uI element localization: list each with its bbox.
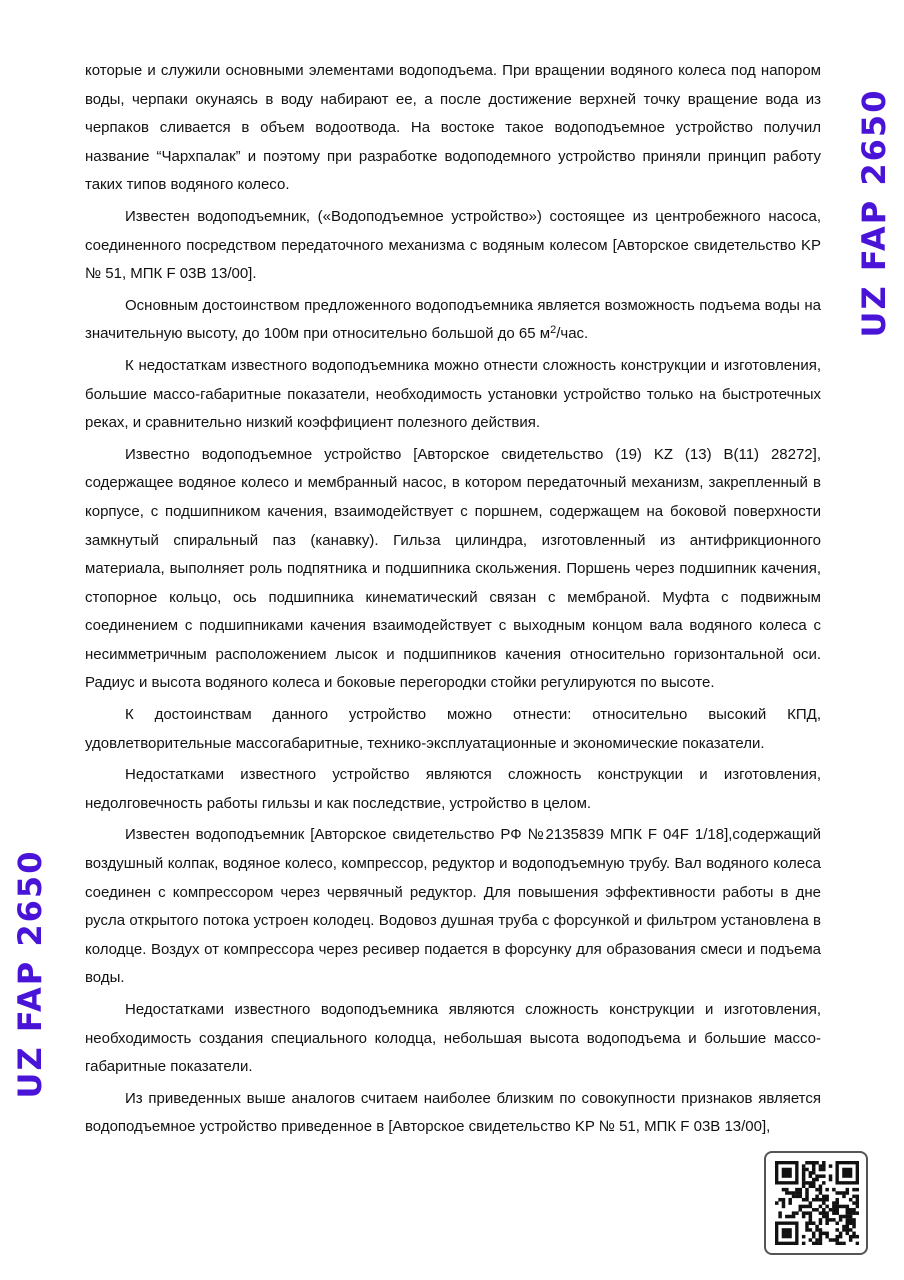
paragraph-1: которые и служили основными элементами водоподъема. При вращении водяного колеса под напором воды, черпаки окунаясь в воду набирают ее, а после достижение верхней точку вращение вода из черпаков сливается в объем водоотвода. На востоке такое водоподъемное устройство получил название “Чархпалак” и поэтому при разработке водоподемного устройство приняли принцип работу таких типов водяного колесо. bbox=[85, 62, 821, 194]
paragraph-5: Известно водоподъемное устройство [Авторское свидетельство (19) KZ (13) B(11) 28272], содержащее водяное колесо и мембранный насос, в котором передаточный механизм, закрепленный в корпусе, с подшипником качения, взаимодействует с поршнем, содержащем на боковой поверхности замкнутый спиральный паз (канавку). Гильза цилиндра, изготовленный из антифрикционного материала, выполняет роль подпятника и подшипника скольжения. Поршень через подшипник качения, стопорное кольцо, ось подшипника кинематический связан с мембраной. Муфта с подвижным соединением с подшипниками качения взаимодействует с выходным концом вала водяного колеса с несимметричным расположением лысок и подшипников качения относительно горизонтальной оси. Радиус и высота водяного колеса и боковые перегородки стойки регулируются по высоте. bbox=[85, 445, 821, 692]
document-body bbox=[85, 57, 821, 1145]
paragraph-3-text: Основным достоинством предложенного водоподъемника является возможность подъема воды на значительную высоту, до 100м при относительно большой до 65 м bbox=[85, 296, 821, 343]
qr-code-frame bbox=[764, 1151, 868, 1255]
paragraph-9: Недостатками известного водоподъемника являются сложность конструкции и изготовления, необходимость создания специального колодца, небольшая высота водоподъема и большие массо-габаритные показатели. bbox=[85, 1001, 821, 1076]
paragraph-10: Из приведенных выше аналогов считаем наиболее близким по совокупности признаков является водоподъемное устройство приведенное в [Авторское свидетельство KP № 51, МПК F 03B 13/00], bbox=[85, 1089, 821, 1136]
paragraph-6: К достоинствам данного устройство можно отнести: относительно высокий КПД, удовлетворительные массогабаритные, технико-эксплуатационные и экономические показатели. bbox=[85, 706, 821, 752]
paragraph-2: Известен водоподъемник, («Водоподъемное устройство») состоящее из центробежного насоса, соединенного посредством передаточного механизма с водяным колесом [Авторское свидетельство KP № 51, МПК F 03B 13/00]. bbox=[85, 207, 821, 283]
paragraph-8: Известен водоподъемник [Авторское свидетельство РФ №2135839 МПК F 04F 1/18],содержащий воздушный колпак, водяное колесо, компрессор, редуктор и водоподъемную трубу. Вал водяного колеса соединен с компрессором через червячный редуктор. Для повышения эффективности работы в дне русла открытого потока устроен колодец. Водовоз душная труба с форсункой и фильтром установлена в колодце. Воздух от компрессора через ресивер подается в форсунку для образования смеси и подъема воды. bbox=[85, 826, 821, 987]
paragraph-3 bbox=[85, 292, 821, 349]
paragraph-7: Недостатками известного устройство являются сложность конструкции и изготовления, недолговечность работы гильзы и как последствие, устройство в целом. bbox=[85, 766, 821, 812]
side-watermark-label-right: UZ FAP 2650 bbox=[855, 88, 893, 338]
superscript-2: 2 bbox=[550, 324, 557, 337]
paragraph-3-unit: /час. bbox=[556, 325, 589, 343]
qr-code-icon bbox=[775, 1161, 859, 1245]
side-watermark-label-left: UZ FAP 2650 bbox=[11, 849, 49, 1099]
paragraph-4: К недостаткам известного водоподъемника можно отнести сложность конструкции и изготовления, большие массо-габаритные показатели, необходимость установки устройство только на быстротечных реках, и сравнительно низкий коэффициент полезного действия. bbox=[85, 356, 821, 432]
